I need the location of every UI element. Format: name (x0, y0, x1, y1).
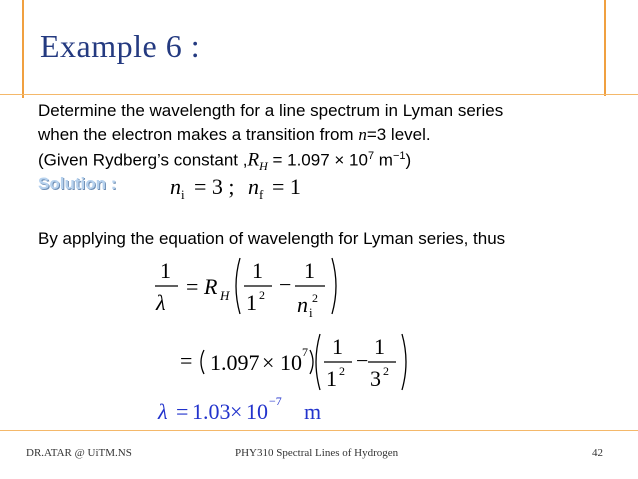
footer-divider-line (0, 430, 638, 431)
right-accent-line (604, 0, 606, 96)
svg-text:×: × (230, 399, 243, 424)
slide-title: Example 6 : (40, 28, 201, 64)
svg-text:=: = (186, 274, 199, 299)
substitution-equation (170, 326, 420, 396)
svg-text:10: 10 (280, 350, 302, 375)
svg-text:1: 1 (326, 366, 337, 391)
svg-text:= 1: = 1 (272, 174, 301, 199)
svg-text:1: 1 (374, 334, 385, 359)
initial-final-levels-equation (160, 168, 340, 208)
svg-text:= 3 ;: = 3 ; (194, 174, 235, 199)
svg-text:1: 1 (246, 290, 257, 315)
svg-text:n: n (248, 174, 259, 199)
footer-course-title: PHY310 Spectral Lines of Hydrogen (235, 447, 399, 459)
svg-text:3: 3 (370, 366, 381, 391)
svg-text:2: 2 (312, 291, 318, 305)
svg-text:λ: λ (158, 399, 168, 424)
svg-text:1.097: 1.097 (210, 350, 260, 375)
svg-text:i: i (309, 305, 313, 320)
left-accent-line (22, 0, 24, 98)
rydberg-equation (140, 250, 360, 320)
svg-text:n: n (297, 292, 308, 317)
svg-text:i: i (181, 187, 185, 202)
svg-text:m: m (304, 399, 322, 424)
result-equation (150, 394, 370, 428)
svg-text:1: 1 (160, 258, 171, 283)
svg-text:7: 7 (302, 345, 308, 359)
footer-page-number: 42 (592, 447, 603, 459)
svg-text:f: f (259, 187, 264, 202)
svg-text:−: − (356, 348, 369, 373)
svg-text:n: n (170, 174, 181, 199)
applying-statement: By applying the equation of wavelength for Lyman series, thus (38, 229, 506, 248)
svg-text:1: 1 (332, 334, 343, 359)
footer-author: DR.ATAR @ UiTM.NS (26, 447, 132, 459)
svg-text:10: 10 (246, 399, 268, 424)
svg-text:=: = (180, 348, 193, 373)
problem-statement (38, 99, 503, 147)
svg-text:×: × (262, 350, 275, 375)
problem-line-1: Determine the wavelength for a line spectrum in Lyman series (38, 101, 504, 120)
given-constant: (Given Rydberg’s constant $,R_H = 1.097 \times 10^7$ $m^{-1}$) (38, 149, 412, 174)
svg-text:2: 2 (339, 364, 345, 378)
svg-text:R: R (204, 274, 218, 299)
title-divider-line (0, 94, 638, 95)
svg-text:−7: −7 (269, 394, 282, 408)
svg-text:1.03: 1.03 (192, 399, 231, 424)
svg-text:H: H (220, 288, 230, 303)
svg-text:λ: λ (156, 290, 166, 315)
svg-text:=: = (176, 399, 189, 424)
svg-text:2: 2 (259, 288, 265, 302)
svg-text:2: 2 (383, 364, 389, 378)
svg-text:1: 1 (304, 258, 315, 283)
problem-line-2: when the electron makes a transition from n=3 level. (38, 125, 431, 144)
solution-label: Solution : (38, 174, 117, 193)
svg-text:1: 1 (252, 258, 263, 283)
svg-text:−: − (279, 272, 292, 297)
